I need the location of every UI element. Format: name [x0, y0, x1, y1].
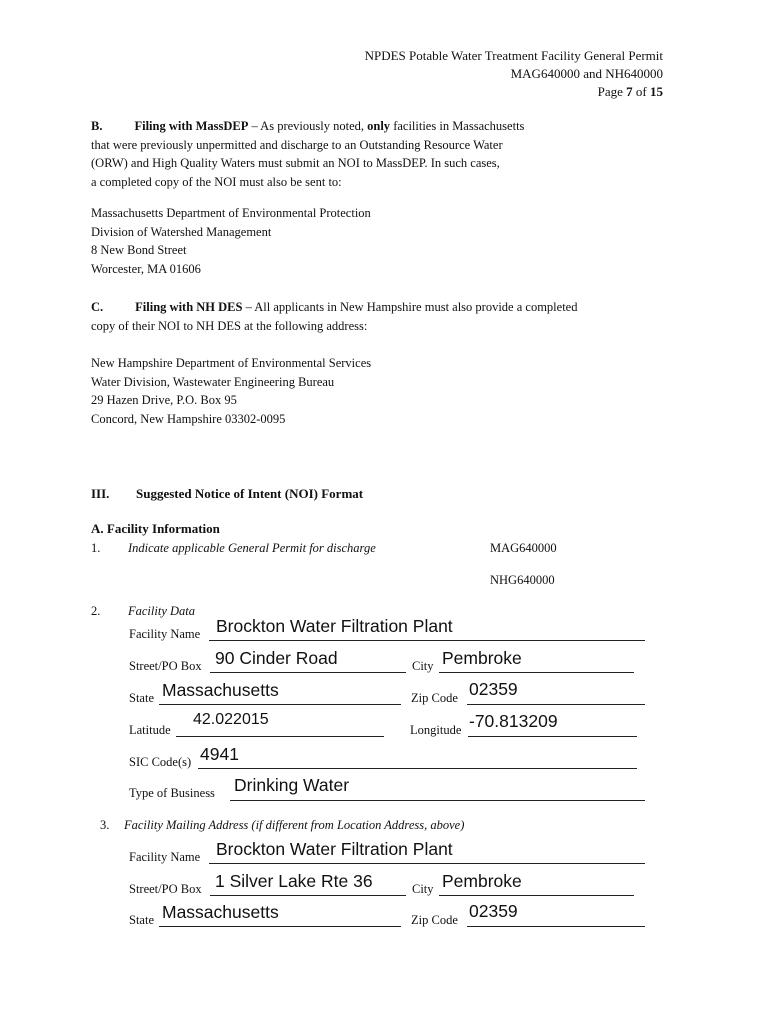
city-label: City: [412, 659, 434, 673]
address-line: New Hampshire Department of Environmental Services: [91, 356, 372, 370]
mailing-facility-name-field[interactable]: Brockton Water Filtration Plant: [216, 839, 453, 859]
city-line: [439, 672, 634, 673]
page-indicator: [598, 84, 663, 100]
mailing-state-field[interactable]: Massachusetts: [162, 902, 279, 922]
street-field[interactable]: 90 Cinder Road: [215, 648, 338, 668]
section-c-line1: – All applicants in New Hampshire must also provide a completed: [242, 300, 578, 314]
business-label: Type of Business: [129, 786, 215, 800]
item2-text: Facility Data: [128, 604, 195, 618]
zip-label: Zip Code: [411, 691, 458, 705]
address-line: Division of Watershed Management: [91, 224, 272, 239]
item3-text: Facility Mailing Address (if different from Location Address, above): [124, 818, 465, 832]
section-c-heading: Filing with NH DES: [135, 300, 243, 314]
mailing-city-line: [439, 895, 634, 896]
mailing-zip-label: Zip Code: [411, 913, 458, 927]
mailing-facility-name-label: Facility Name: [129, 850, 201, 864]
permit-option-nh[interactable]: NHG640000: [490, 573, 555, 587]
mailing-zip-field[interactable]: 02359: [469, 901, 518, 921]
section-b-heading: Filing with MassDEP: [134, 119, 249, 133]
street-line: [210, 672, 406, 673]
section-b-line3: (ORW) and High Quality Waters must submit an NOI to MassDEP. In such cases,: [91, 156, 500, 170]
address-line: Massachusetts Department of Environmental Protection: [91, 206, 371, 220]
nhdes-address: [91, 354, 371, 428]
page-total: 15: [650, 84, 663, 99]
header-title: NPDES Potable Water Treatment Facility General Permit: [364, 48, 663, 63]
longitude-field[interactable]: -70.813209: [469, 711, 558, 731]
mailing-state-line: [159, 926, 401, 927]
mailing-city-label: City: [412, 882, 434, 896]
facility-name-label: Facility Name: [129, 627, 201, 641]
address-line: Worcester, MA 01606: [91, 261, 201, 276]
longitude-line: [468, 736, 637, 737]
mailing-facility-name-line: [209, 863, 645, 864]
section-b-line2: that were previously unpermitted and discharge to an Outstanding Resource Water: [91, 137, 503, 152]
latitude-field[interactable]: 42.022015: [193, 711, 269, 728]
address-line: Water Division, Wastewater Engineering Bureau: [91, 374, 335, 389]
sic-line: [198, 768, 637, 769]
address-line: Concord, New Hampshire 03302-0095: [91, 411, 286, 426]
sic-field[interactable]: 4941: [200, 744, 239, 764]
business-line: [230, 800, 645, 801]
zip-field[interactable]: 02359: [469, 679, 518, 699]
mailing-street-field[interactable]: 1 Silver Lake Rte 36: [215, 871, 373, 891]
sic-label: SIC Code(s): [129, 755, 192, 769]
facility-name-field[interactable]: Brockton Water Filtration Plant: [216, 616, 453, 636]
section-c-letter: C.: [91, 300, 104, 314]
latitude-line: [176, 736, 384, 737]
mailing-street-label: Street/PO Box: [129, 882, 202, 896]
massdep-address: [91, 204, 371, 278]
state-label: State: [129, 691, 154, 705]
state-field[interactable]: Massachusetts: [162, 680, 279, 700]
permit-option-ma[interactable]: MAG640000: [490, 541, 557, 555]
section-c-line2: copy of their NOI to NH DES at the following address:: [91, 318, 368, 333]
item3-number: 3.: [100, 818, 110, 832]
header-permit-numbers: MAG640000 and NH640000: [510, 66, 663, 81]
section-b-letter: B.: [91, 119, 103, 133]
section-b-only: only: [367, 119, 391, 133]
facility-name-line: [209, 640, 645, 641]
address-line: 8 New Bond Street: [91, 243, 187, 257]
section-c-paragraph: [91, 298, 577, 335]
section-b-line4: a completed copy of the NOI must also be sent to:: [91, 174, 342, 189]
state-line: [159, 704, 401, 705]
zip-line: [467, 704, 645, 705]
street-label: Street/PO Box: [129, 659, 202, 673]
mailing-state-label: State: [129, 913, 154, 927]
section-b-line1-tail: facilities in Massachusetts: [390, 119, 525, 133]
mailing-street-line: [210, 895, 406, 896]
business-field[interactable]: Drinking Water: [234, 775, 350, 795]
item2-number: 2.: [91, 604, 101, 618]
city-field[interactable]: Pembroke: [442, 648, 522, 668]
page-label: Page: [597, 84, 623, 99]
section-iii-heading: Suggested Notice of Intent (NOI) Format: [136, 486, 364, 501]
item1-text: Indicate applicable General Permit for discharge: [128, 541, 376, 555]
section-b-line1: – As previously noted,: [248, 119, 368, 133]
mailing-zip-line: [467, 926, 645, 927]
address-line: 29 Hazen Drive, P.O. Box 95: [91, 393, 237, 407]
item1-number: 1.: [91, 541, 101, 555]
section-b-paragraph: [91, 117, 524, 191]
longitude-label: Longitude: [410, 723, 462, 737]
latitude-label: Latitude: [129, 723, 171, 737]
page-of: of: [635, 84, 647, 99]
facility-info-heading: A. Facility Information: [91, 521, 220, 536]
section-iii-number: III.: [91, 486, 110, 501]
mailing-city-field[interactable]: Pembroke: [442, 871, 522, 891]
page-current: 7: [626, 84, 633, 99]
